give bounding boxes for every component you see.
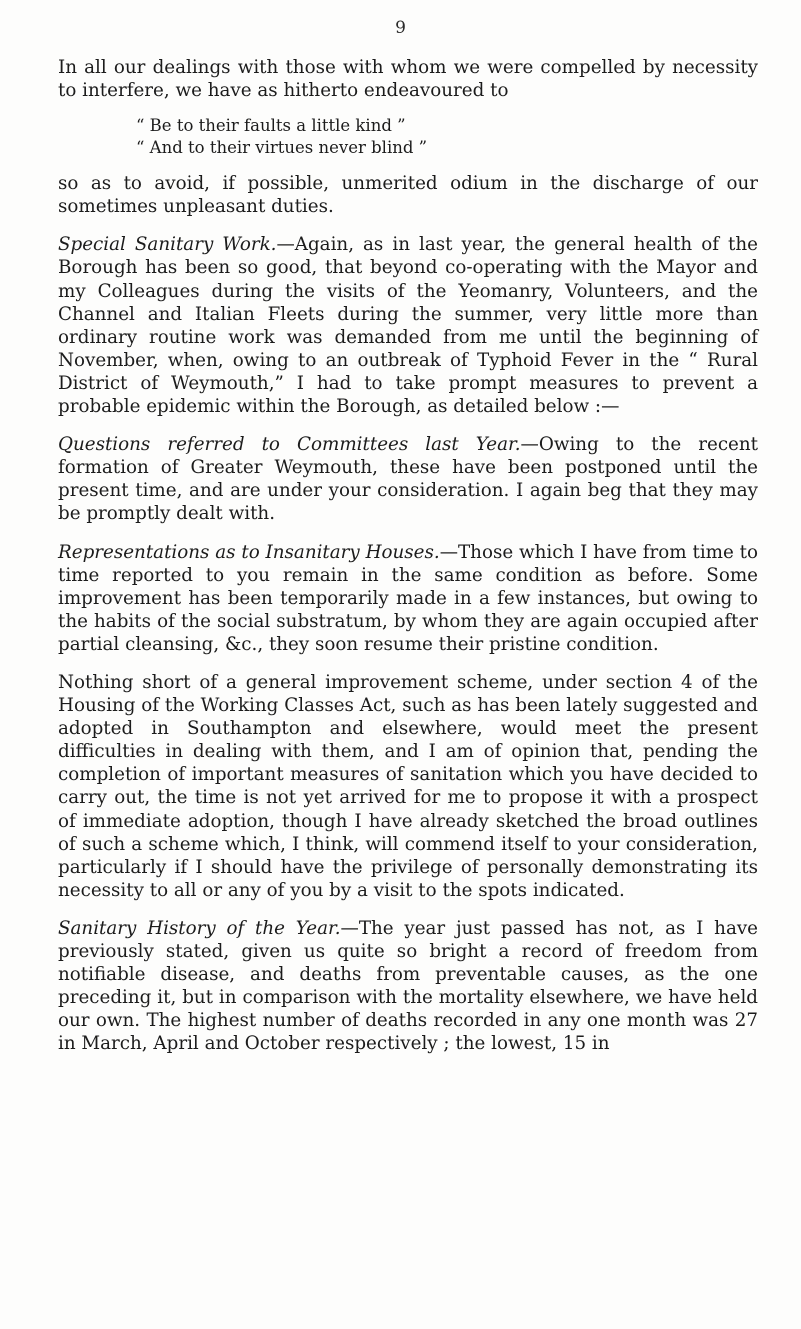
- section-improvement-scheme: [58, 671, 758, 902]
- section-text: —The year just passed has not, as I have previously stated, given us quite so bright a record of freedom from notifiable disease, and deaths from preventable causes, as the one preceding it, but in comparison with the mortality elsewhere, we have held our own. The highest number of deaths recorded in any one month was 27 in March, April and October respectively ; the lowest, 15 in: [58, 917, 759, 1055]
- section-heading: Representations as to Insanitary Houses.: [58, 541, 440, 563]
- section-heading: Sanitary History of the Year.: [58, 917, 341, 939]
- quote-line: “ And to their virtues never blind ”: [136, 138, 428, 158]
- section-sanitary-history: [58, 917, 758, 1056]
- intro-paragraph: In all our dealings with those with whom we were compelled by necessity to interfere, we have as hitherto endeavoured to: [58, 57, 758, 102]
- quote-line: “ Be to their faults a little kind ”: [136, 116, 406, 136]
- section-text: —Again, as in last year, the general health of the Borough has been so good, that beyond co-operating with the Mayor and my Colleagues during the visits of the Yeomanry, Volunteers, and the Channel and Italian Fleets during the summer, very little more than ordinary routine work was demanded from me until the beginning of November, when, owing to an outbreak of Typhoid Fever in the “ Rural District of Weymouth,” I had to take prompt measures to prevent a probable epidemic within the Borough, as detailed below :—: [58, 234, 758, 418]
- section-insanitary-houses: [58, 541, 758, 656]
- document-body: [58, 56, 758, 1055]
- section-text: Nothing short of a general improvement scheme, under section 4 of the Housing of the Working Classes Act, such as has been lately suggested and adopted in Southampton and elsewhere, would meet the present difficulties in dealing with them, and I am of opinion that, pending the completion of important measures of sanitation which you have decided to carry out, the time is not yet arrived for me to propose it with a prospect of immediate adoption, though I have already sketched the broad outlines of such a scheme which, I think, will commend itself to your consideration, particularly if I should have the privilege of personally demonstrating its necessity to all or any of you by a visit to the spots indicated.: [58, 671, 758, 901]
- after-quote-paragraph: so as to avoid, if possible, unmerited odium in the discharge of our sometimes unpleasant duties.: [58, 173, 758, 218]
- verse-quote: [136, 115, 758, 159]
- section-heading: Special Sanitary Work.: [58, 234, 277, 256]
- page-number: 9: [395, 18, 406, 38]
- section-text: —Those which I have from time to time reported to you remain in the same condition as before. Some improvement has been temporarily made in a few instances, but owing to the habits of the social substratum, by whom they are again occupied after partial cleansing, &c., they soon resume their pristine condition.: [58, 541, 758, 655]
- section-special-sanitary-work: [58, 233, 758, 418]
- section-questions-referred: [58, 433, 758, 525]
- section-heading: Questions referred to Committees last Year.: [58, 434, 521, 456]
- section-text: —Owing to the recent formation of Greater Weymouth, these have been postponed until the present time, and are under your consideration. I again beg that they may be promptly dealt with.: [58, 434, 758, 525]
